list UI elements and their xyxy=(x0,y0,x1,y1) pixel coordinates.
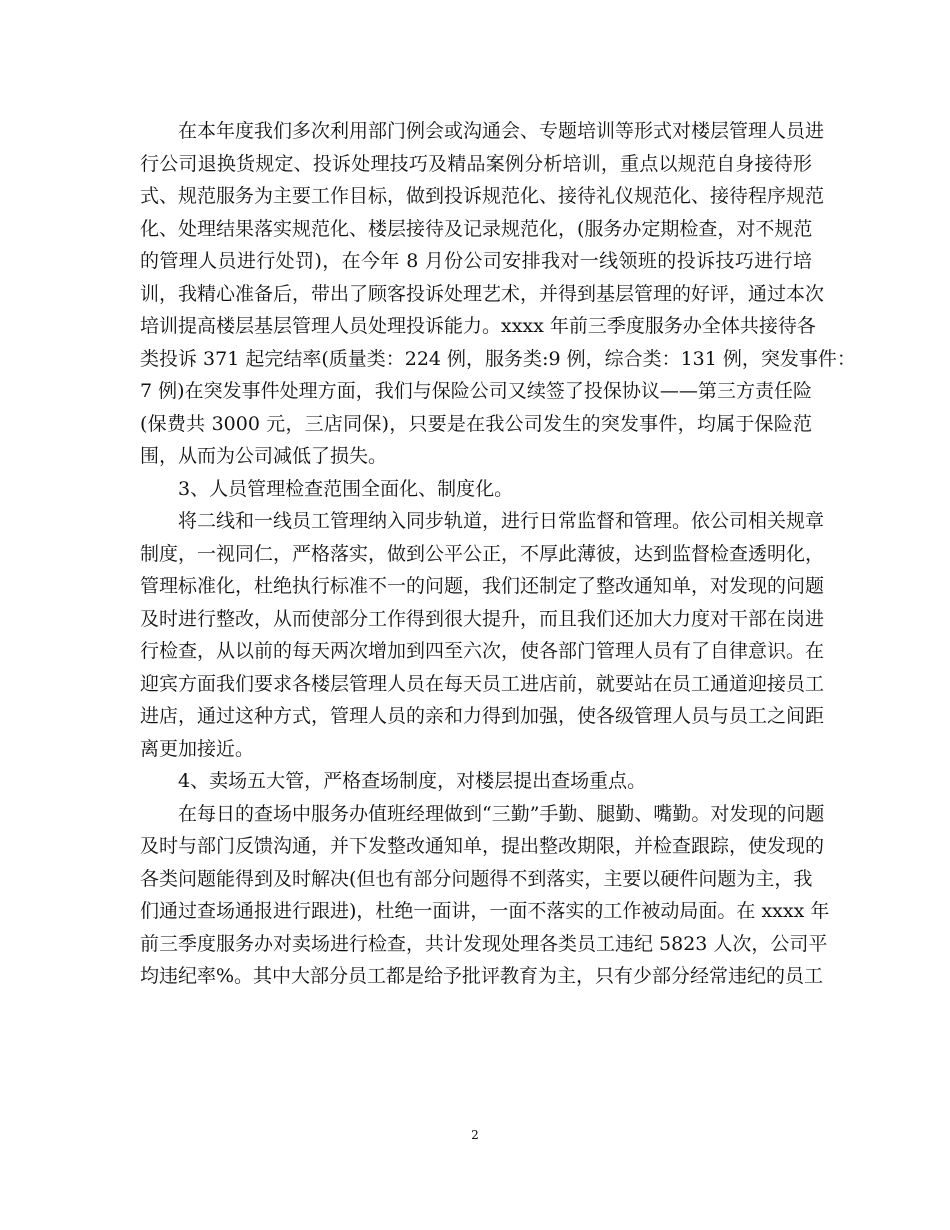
text-line: 制度，一视同仁，严格落实，做到公平公正，不厚此薄彼，达到监督检查透明化， xyxy=(140,542,825,565)
text-line: 将二线和一线员工管理纳入同步轨道，进行日常监督和管理。依公司相关规章 xyxy=(178,510,825,532)
section-heading: 3、人员管理检查范围全面化、制度化。 xyxy=(178,477,514,500)
text-line: 训，我精心准备后，带出了顾客投诉处理艺术，并得到基层管理的好评，通过本次 xyxy=(140,282,825,305)
text-line: 7 例)在突发事件处理方面，我们与保险公司又续签了投保协议——第三方责任险 xyxy=(140,380,812,402)
text-line: (保费共 3000 元，三店同保)，只要是在我公司发生的突发事件，均属于保险范 xyxy=(140,412,812,435)
text-line: 及时与部门反馈沟通，并下发整改通知单，提出整改期限，并检查跟踪，使发现的 xyxy=(140,835,825,857)
text-line: 的管理人员进行处罚)，在今年 8 月份公司安排我对一线领班的投诉技巧进行培 xyxy=(140,250,812,272)
text-line: 进店，通过这种方式，管理人员的亲和力得到加强，使各级管理人员与员工之间距 xyxy=(140,705,825,727)
text-line: 各类问题能得到及时解决(但也有部分问题得不到落实，主要以硬件问题为主，我 xyxy=(140,867,813,890)
text-line: 在本年度我们多次利用部门例会或沟通会、专题培训等形式对楼层管理人员进 xyxy=(178,120,825,142)
section-heading: 4、卖场五大管，严格查场制度，对楼层提出查场重点。 xyxy=(178,770,647,792)
text-line: 行公司退换货规定、投诉处理技巧及精品案例分析培训，重点以规范自身接待形 xyxy=(140,152,812,175)
text-line: 在每日的查场中服务办值班经理做到“三勤”手勤、腿勤、嘴勤。对发现的问题 xyxy=(178,802,825,825)
text-line: 均违纪率%。其中大部分员工都是给予批评教育为主，只有少部分经常违纪的员工 xyxy=(140,965,824,987)
body-text xyxy=(140,115,856,993)
text-line: 前三季度服务办对卖场进行检查，共计发现处理各类员工违纪 5823 人次，公司平 xyxy=(140,932,828,955)
text-line: 式、规范服务为主要工作目标，做到投诉规范化、接待礼仪规范化、接待程序规范 xyxy=(140,185,825,207)
text-line: 培训提高楼层基层管理人员处理投诉能力。xxxx 年前三季度服务办全体共接待各 xyxy=(140,315,816,337)
text-line: 迎宾方面我们要求各楼层管理人员在每天员工进店前，就要站在员工通道迎接员工 xyxy=(140,672,825,695)
text-line: 行检查，从以前的每天两次增加到四至六次，使各部门管理人员有了自律意识。在 xyxy=(140,640,825,662)
text-line: 们通过查场通报进行跟进)，杜绝一面讲，一面不落实的工作被动局面。在 xxxx 年 xyxy=(140,900,830,922)
text-line: 围，从而为公司减低了损失。 xyxy=(140,445,388,467)
text-line: 化、处理结果落实规范化、楼层接待及记录规范化，(服务办定期检查，对不规范 xyxy=(140,217,813,240)
text-line: 离更加接近。 xyxy=(140,737,255,760)
text-line: 管理标准化，杜绝执行标准不一的问题，我们还制定了整改通知单，对发现的问题 xyxy=(140,575,825,597)
text-line: 及时进行整改，从而使部分工作得到很大提升，而且我们还加大力度对干部在岗进 xyxy=(140,607,825,630)
page-number: 2 xyxy=(471,1128,479,1142)
text-line: 类投诉 371 起完结率(质量类：224 例，服务类:9 例，综合类：131 例，突发事件： xyxy=(140,347,856,370)
